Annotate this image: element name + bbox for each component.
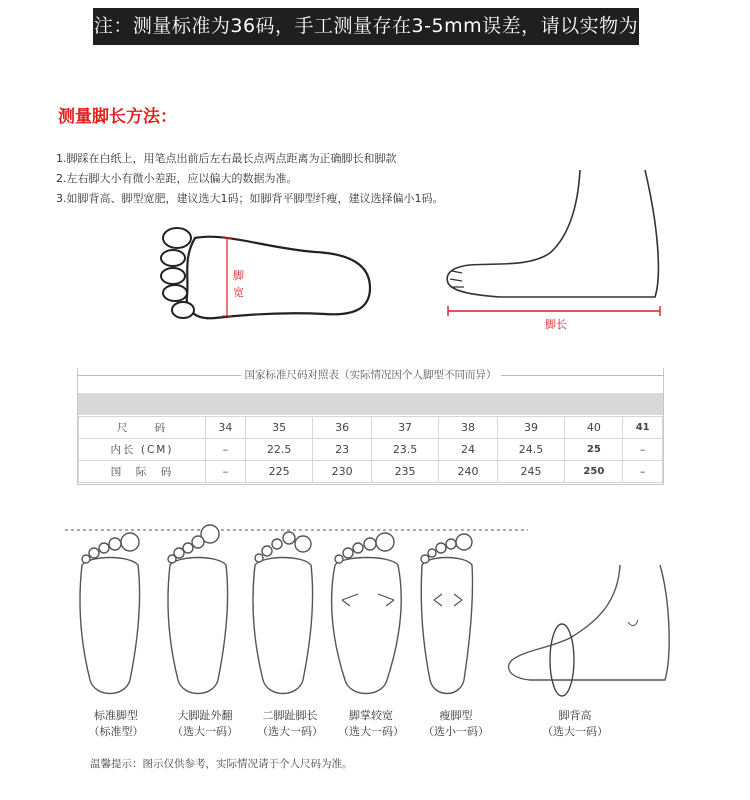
table-cell: 38	[439, 417, 497, 439]
footnote: 温馨提示：图示仅供参考，实际情况请于个人尺码为准。	[90, 758, 353, 770]
foot-type-label	[414, 708, 498, 740]
foot-type-advice: （选小一码）	[423, 725, 489, 738]
table-cell: –	[623, 461, 663, 483]
step-text: 2.左右脚大小有微小差距，应以偏大的数据为准。	[56, 172, 298, 185]
table-cell: 225	[245, 461, 313, 483]
row-label: 尺 码	[79, 417, 206, 439]
table-cell: 24	[439, 439, 497, 461]
foot-width-label: 宽	[233, 286, 244, 299]
table-cell: 24.5	[497, 439, 565, 461]
foot-type-name: 大脚趾外翻	[177, 709, 233, 722]
foot-type-name: 标准脚型	[94, 709, 138, 722]
table-cell: 41	[623, 417, 663, 439]
foot-type-label	[329, 708, 413, 740]
table-row	[79, 439, 663, 461]
step-text: 1.脚踩在白纸上，用笔点出前后左右最长点两点距离为正确脚长和脚款	[56, 152, 397, 165]
foot-types-illustration	[60, 520, 530, 705]
foot-width-label: 脚	[233, 269, 244, 282]
table-title-text: 国家标准尺码对照表（实际情况因个人脚型不同而异）	[241, 369, 501, 381]
table-row	[79, 417, 663, 439]
size-table	[78, 416, 663, 483]
table-cell: 23.5	[371, 439, 439, 461]
foot-type-name: 脚掌较宽	[349, 709, 393, 722]
notice-banner: 注：测量标准为36码，手工测量存在3-5mm误差，请以实物为准。	[93, 8, 639, 45]
foot-type-advice: （选大一码）	[257, 725, 323, 738]
table-cell: 34	[206, 417, 246, 439]
table-cell: 235	[371, 461, 439, 483]
foot-type-label	[76, 708, 156, 740]
table-cell: 35	[245, 417, 313, 439]
foot-type-advice: （标准型）	[88, 725, 144, 738]
table-cell: 240	[439, 461, 497, 483]
table-cell: 40	[565, 417, 623, 439]
table-cell: 250	[565, 461, 623, 483]
table-cell: 37	[371, 417, 439, 439]
foot-type-name: 瘦脚型	[439, 709, 473, 722]
table-cell: 22.5	[245, 439, 313, 461]
foot-type-label	[248, 708, 332, 740]
table-cell: 36	[313, 417, 371, 439]
foot-side-illustration	[440, 165, 670, 325]
high-instep-illustration	[500, 560, 675, 700]
foot-type-name: 脚背高	[558, 709, 592, 722]
foot-type-label	[533, 708, 617, 740]
table-header-band	[78, 393, 663, 415]
foot-sole-illustration	[155, 218, 385, 323]
table-cell: 230	[313, 461, 371, 483]
table-cell: 39	[497, 417, 565, 439]
foot-type-label	[163, 708, 247, 740]
section-title: 测量脚长方法：	[58, 107, 177, 127]
foot-type-advice: （选大一码）	[172, 725, 238, 738]
foot-type-advice: （选大一码）	[338, 725, 404, 738]
row-label: 内长 (CM)	[79, 439, 206, 461]
table-row	[79, 461, 663, 483]
foot-length-label: 脚长	[545, 318, 567, 331]
size-chart	[77, 368, 664, 485]
foot-type-name: 二脚趾脚长	[262, 709, 318, 722]
table-cell: –	[623, 439, 663, 461]
step-text: 3.如脚背高、脚型宽肥，建议选大1码；如脚背平脚型纤瘦，建议选择偏小1码。	[56, 192, 444, 205]
table-cell: –	[206, 461, 246, 483]
table-cell: –	[206, 439, 246, 461]
table-cell: 23	[313, 439, 371, 461]
table-title	[77, 368, 664, 382]
row-label: 国 际 码	[79, 461, 206, 483]
table-cell: 25	[565, 439, 623, 461]
foot-type-advice: （选大一码）	[542, 725, 608, 738]
table-cell: 245	[497, 461, 565, 483]
